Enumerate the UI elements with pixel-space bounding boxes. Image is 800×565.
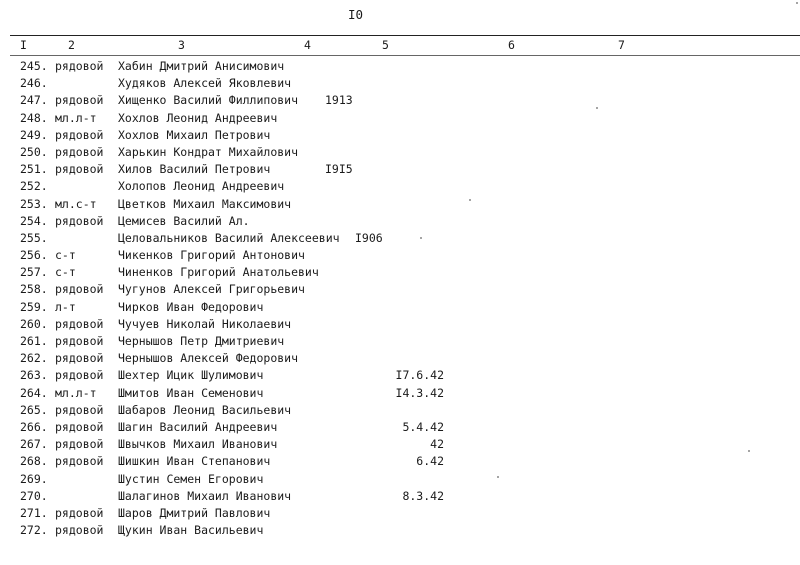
column-headers [0,37,800,53]
table-row [0,58,800,75]
row-number: 258. [20,282,48,297]
row-number: 251. [20,162,48,177]
table-row [0,385,800,402]
table-row [0,299,800,316]
row-name: Чикенков Григорий Антонович [118,248,305,263]
row-name: Чернышов Петр Дмитриевич [118,334,285,348]
row-date: 6.42 [416,454,444,469]
column-header-1: I [20,38,27,52]
table-row [0,178,800,195]
table-row [0,127,800,144]
row-name: Цемисев Василий Ал. [118,213,250,228]
row-date: 5.4.42 [402,419,444,434]
scan-speck [497,476,499,478]
row-rank: рядовой [55,454,104,469]
table-row [0,213,800,230]
row-name: Хабин Дмитрий Анисимович [118,59,285,73]
row-name: Целовальников Василий Алексеевич [118,230,340,245]
row-rank: мл.с-т [55,196,97,211]
row-number: 247. [20,93,48,108]
table-row [0,505,800,522]
row-rank: рядовой [55,437,104,452]
table-row [0,230,800,247]
row-rank: мл.л-т [55,110,97,125]
row-number: 246. [20,76,48,91]
row-name: Чиненков Григорий Анатольевич [118,265,319,280]
row-number: 248. [20,110,48,125]
table-row [0,264,800,281]
table-row [0,436,800,453]
row-rank: рядовой [55,93,104,108]
row-date: 42 [430,437,444,452]
scan-speck [748,450,750,452]
row-number: 272. [20,523,48,538]
scan-speck [469,199,471,201]
row-number: 269. [20,471,48,486]
row-number: 259. [20,299,48,314]
table-row [0,144,800,161]
row-rank: рядовой [55,316,104,331]
row-number: 260. [20,316,48,331]
row-rank: рядовой [55,59,104,73]
table-row [0,522,800,539]
row-rank: рядовой [55,402,104,417]
row-number: 265. [20,402,48,417]
row-name: Худяков Алексей Яковлевич [118,76,292,91]
row-number: 257. [20,265,48,280]
row-number: 268. [20,454,48,469]
row-name: Хохлов Михаил Петрович [118,127,271,142]
row-number: 253. [20,196,48,211]
row-rank: рядовой [55,505,104,520]
row-name: Чернышов Алексей Федорович [118,351,299,366]
table-row [0,75,800,92]
table-row [0,316,800,333]
table-row [0,161,800,178]
row-date: I4.3.42 [395,385,444,400]
row-name: Харькин Кондрат Михайлович [118,144,299,159]
header-rule-top [10,35,800,36]
table-row [0,419,800,436]
row-number: 261. [20,334,48,348]
row-number: 255. [20,230,48,245]
column-header-2: 2 [68,38,75,52]
row-number: 262. [20,351,48,366]
table-row [0,92,800,109]
row-number: 271. [20,505,48,520]
table-row [0,196,800,213]
row-number: 264. [20,385,48,400]
row-rank: рядовой [55,127,104,142]
scan-speck [420,237,422,239]
column-header-5: 5 [382,38,389,52]
row-rank: рядовой [55,419,104,434]
row-name: Швычков Михаил Иванович [118,437,278,452]
row-name: Хищенко Василий Филлипович [118,93,299,108]
row-number: 266. [20,419,48,434]
row-name: Шмитов Иван Семенович [118,385,264,400]
row-name: Шалагинов Михаил Иванович [118,488,292,503]
header-rule-bottom [10,55,800,56]
row-name: Чучуев Николай Николаевич [118,316,292,331]
table-row [0,488,800,505]
table-row [0,453,800,470]
row-year: I906 [355,230,383,245]
column-header-4: 4 [304,38,311,52]
row-name: Цветков Михаил Максимович [118,196,292,211]
row-rank: рядовой [55,351,104,366]
row-number: 250. [20,144,48,159]
row-date: 8.3.42 [402,488,444,503]
row-name: Шустин Семен Егорович [118,471,264,486]
row-name: Чирков Иван Федорович [118,299,264,314]
row-name: Щукин Иван Васильевич [118,523,264,538]
table-row [0,350,800,367]
table-row [0,247,800,264]
row-year: I9I5 [325,162,353,177]
scan-speck [796,2,798,4]
table-row [0,367,800,384]
table-row [0,471,800,488]
row-number: 252. [20,179,48,194]
row-rank: рядовой [55,523,104,538]
row-name: Шагин Василий Андреевич [118,419,278,434]
row-name: Холопов Леонид Андреевич [118,179,285,194]
row-rank: рядовой [55,282,104,297]
row-number: 270. [20,488,48,503]
row-rank: рядовой [55,144,104,159]
row-name: Чугунов Алексей Григорьевич [118,282,305,297]
column-header-6: 6 [508,38,515,52]
row-number: 254. [20,213,48,228]
row-rank: рядовой [55,162,104,177]
page-number: I0 [348,7,364,22]
row-rank: рядовой [55,334,104,348]
column-header-3: 3 [178,38,185,52]
column-header-7: 7 [618,38,625,52]
table-row [0,110,800,127]
table-row [0,333,800,350]
row-rank: рядовой [55,368,104,383]
row-number: 267. [20,437,48,452]
row-name: Хилов Василий Петрович [118,162,271,177]
row-rank: мл.л-т [55,385,97,400]
row-rank: рядовой [55,213,104,228]
row-number: 263. [20,368,48,383]
row-date: I7.6.42 [395,368,444,383]
table-row [0,402,800,419]
row-name: Хохлов Леонид Андреевич [118,110,278,125]
row-rank: с-т [55,248,76,263]
row-rank: с-т [55,265,76,280]
table-row [0,281,800,298]
row-number: 245. [20,59,48,73]
row-name: Шехтер Ицик Шулимович [118,368,264,383]
row-year: 1913 [325,93,353,108]
row-name: Шабаров Леонид Васильевич [118,402,292,417]
row-number: 249. [20,127,48,142]
scan-speck [596,107,598,109]
row-name: Шишкин Иван Степанович [118,454,271,469]
row-number: 256. [20,248,48,263]
roster-list [0,58,800,539]
row-rank: л-т [55,299,76,314]
row-name: Шаров Дмитрий Павлович [118,505,271,520]
